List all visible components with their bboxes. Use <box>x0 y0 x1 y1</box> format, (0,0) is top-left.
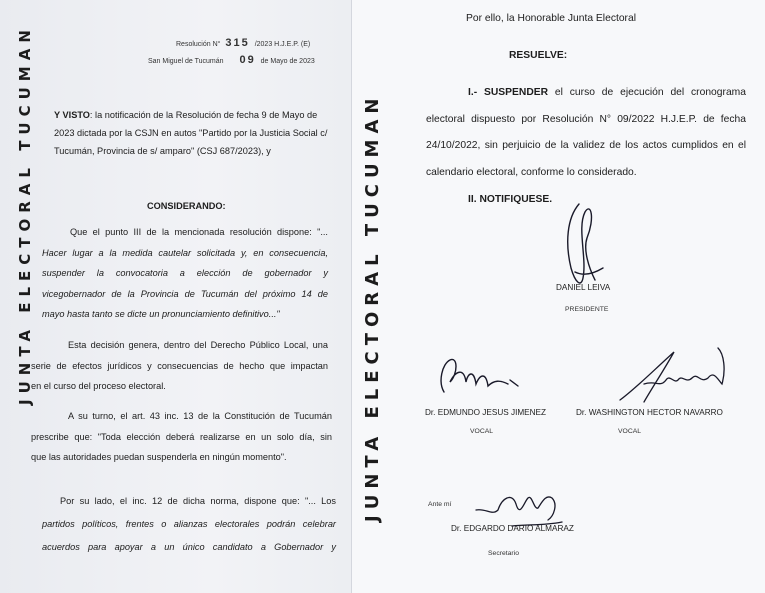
secretario-signature-image <box>472 480 572 530</box>
right-page <box>351 0 765 593</box>
secretario-role: Secretario <box>488 550 519 557</box>
resuelve-title: RESUELVE: <box>509 50 568 61</box>
vocal2-signature-image <box>614 340 734 410</box>
considerando-paragraph-1: Que el punto III de la mencionada resolución dispone: "... Hacer lugar a la medida cautelar solicitada y, en consecuencia, suspender la convocatoria a elección de gobernador y vicegobernador de la Provincia de Tucumán del próximo 14 de mayo hasta tanto se dicte un pronunciamiento definitivo..." <box>42 227 328 319</box>
vocal1-signature-image <box>436 352 526 402</box>
right-vertical-title: JUNTA ELECTORAL TUCUMAN <box>362 92 383 522</box>
resolution-day: 09 <box>239 54 256 66</box>
considerando-title: CONSIDERANDO: <box>147 201 226 211</box>
vocal1-role: VOCAL <box>470 428 494 435</box>
presidente-role: PRESIDENTE <box>565 306 609 313</box>
considerando-paragraph-4: Por su lado, el inc. 12 de dicha norma, dispone que: "... Los partidos políticos, frentes o alianzas electorales podrán celebrar acuerdos para apoyar a un único candidato a Gobernador y <box>42 496 336 552</box>
ante-mi-label: Ante mí <box>428 501 452 508</box>
vocal1-name: Dr. EDMUNDO JESUS JIMENEZ <box>425 408 547 417</box>
resolution-number-line: Resolución N° 315 /2023 H.J.E.P. (E) <box>176 37 311 49</box>
por-ello-line: Por ello, la Honorable Junta Electoral <box>466 13 636 24</box>
visto-paragraph: Y VISTO: la notificación de la Resolución de fecha 9 de Mayo de 2023 dictada por la CSJN en autos "Partido por la Justicia Social c/ Tucumán, Provincia de s/ amparo" (CSJ 687/2023), y <box>54 110 328 156</box>
considerando-paragraph-2: Esta decisión genera, dentro del Derecho Público Local, una serie de efectos jurídicos y consecuencias de hecho que impactan en el curso del proceso electoral. <box>31 340 328 391</box>
left-page <box>0 0 351 593</box>
left-vertical-title: JUNTA ELECTORAL TUCUMAN <box>16 24 34 405</box>
considerando-paragraph-3: A su turno, el art. 43 inc. 13 de la Constitución de Tucumán prescribe que: "Toda elección deberá realizarse en un solo día, sin que las autoridades puedan suspenderla en ningún momento". <box>31 411 332 462</box>
resolutive-item-2: II. NOTIFIQUESE. <box>468 194 553 205</box>
resolution-number: 315 <box>225 37 250 49</box>
vocal2-name: Dr. WASHINGTON HECTOR NAVARRO <box>576 408 723 417</box>
presidente-name: DANIEL LEIVA <box>556 283 611 292</box>
resolutive-item-1: I.- SUSPENDER el curso de ejecución del cronograma electoral dispuesto por Resolución N° 09/2022 H.J.E.P. de fecha 24/10/2022, sin perjuicio de la validez de los actos cumplidos en el calendario electoral, conforme lo considerado. <box>426 87 746 178</box>
secretario-name: Dr. EDGARDO DARIO ALMARAZ <box>451 524 574 533</box>
vocal2-role: VOCAL <box>618 428 642 435</box>
resolution-date-line: San Miguel de Tucumán 09 de Mayo de 2023 <box>148 54 315 66</box>
